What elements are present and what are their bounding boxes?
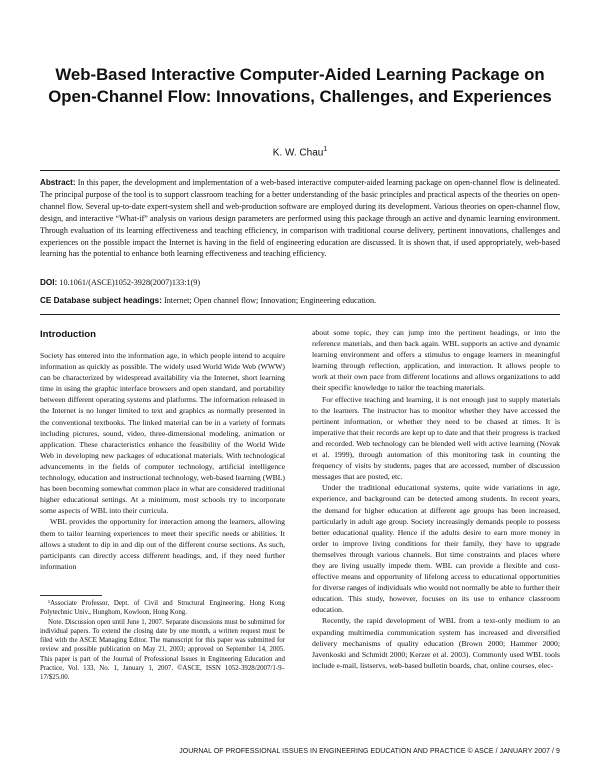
footnote-affiliation: ¹Associate Professor, Dept. of Civil and Structural Engineering, Hong Kong Polytechnic Univ., Hunghom, Kowloon, Hong Kong. <box>40 600 285 617</box>
bottom-rule <box>40 314 560 315</box>
paragraph: Under the traditional educational systems, quite wide variations in age, experience, and background can be detected among students. In recent years, the demand for higher education at different age groups has been increased, particularly in adult age group. Society increasingly demands people to possess better educational quality. Hence if the adults desire to earn more money in order to improve living conditions for their family, they have to upgrade themselves through various channels. But time constraints and places where they are living usually impede them. WBL can provide a flexible and cost-effective means and opportunity of lifelong access to educational opportunities for diverse ranges of individuals who would not normally be able to further their education. This study, however, focuses on its use to enhance classroom education. <box>312 483 560 615</box>
abstract-label: Abstract: <box>40 178 76 187</box>
paragraph: about some topic, they can jump into the pertinent headings, or into the reference materials, and then back again. WBL supports an active and dynamic learning environment and offers a stimulus to engage learners in meaningful learning through reflection, application, and interaction. It allows people to work at their own pace from different locations and allows organizations to add their specific knowledge to tailor the teaching materials. <box>312 328 560 393</box>
footnote-note: Note. Discussion open until June 1, 2007. Separate discussions must be submitted for individual papers. To extend the closing date by one month, a written request must be filed with the ASCE Managing Editor. The manuscript for this paper was submitted for review and possible publication on May 21, 2003; approved on September 14, 2005. This paper is part of the Journal of Professional Issues in Engineering Education and Practice, Vol. 133, No. 1, January 1, 2007. ©ASCE, ISSN 1052-3928/2007/1-9–17/$25.00. <box>40 618 285 682</box>
subject-value: Internet; Open channel flow; Innovation; Engineering education. <box>163 296 377 305</box>
abstract-block <box>40 177 560 260</box>
author-line <box>0 146 600 158</box>
paper-title: Web-Based Interactive Computer-Aided Learning Package on Open-Channel Flow: Innovations, Challenges, and Experiences <box>48 65 552 106</box>
author-footnote-mark[interactable]: 1 <box>323 146 328 153</box>
footnote-rule <box>40 595 102 596</box>
footnotes <box>40 599 285 683</box>
subject-headings-line <box>40 296 560 305</box>
paragraph: Recently, the rapid development of WBL from a text-only medium to an expanding multimedia communication system has increased and diversified delivery mechanisms of quality education (Brown 2000; Hammer 2000; Javenkoski and Schmidt 2000; Kerzer et al. 2003). Commonly used WBL tools include e-mail, listservs, web-based bulletin boards, chat, online courses, elec- <box>312 616 560 670</box>
right-column <box>312 327 560 671</box>
doi-label: DOI: <box>40 278 58 287</box>
abstract-text: In this paper, the development and implementation of a web-based interactive computer-aided learning package on open-channel flow is delineated. The principal purpose of the tool is to support classroom teaching for a better understanding of the basic principles and practical aspects of the theories on open-channel flow. Several up-to-date expert-system shell and web-production software are employed during its development. Various theories on open-channel flow, design, and interactive “What-if” analysis on various design parameters are performed using this package through an active and dynamic learning environment. Through evaluation of its learning effectiveness and teaching efficiency, in comparison with traditional course delivery, pertinent innovations, challenges and experiences on the possible impact the Internet is having in the field of engineering education are discussed. It is shown that, if used appropriately, web-based learning has the potential to enhance both learning effectiveness and teaching efficiency. <box>40 178 560 259</box>
left-column <box>40 350 285 572</box>
paragraph: For effective teaching and learning, it is not enough just to supply materials to the learners. The instructor has to monitor whether they have accessed the pertinent information, or whether they need to be chased at times. It is imperative that their records are kept up to date and that their progress is tracked and recorded. Web technology can be blended well with active learning (Novak et al. 1999), through automation of this monitoring task in counting the frequency of visits by students, pages that are accessed, number of discussion messages that are posted, etc. <box>312 394 560 482</box>
paragraph: Society has entered into the information age, in which people intend to acquire information as quickly as possible. The widely used World Wide Web (WWW) can be characterized by widespread availability via the Internet, short learning time in using the graphic interface browsers and open standard, and portability between different operating systems and platforms. The information released in the Internet is no longer limited to text and graphics as normally presented in the conventional textbooks. The linked material can be in a variety of formats including pictures, sound, video, three-dimensional modeling, animation or application. These characteristics enhance the feasibility of the World Wide Web in developing new packages of educational materials. With technological advancements in the fields of computer technology, artificial intelligence technology, education and instructional technology, web-based learning (WBL) has been becoming somewhat common place in what are considered traditional higher educational settings. At a minimum, most schools try to incorporate some aspects of WBL into their curricula. <box>40 351 285 516</box>
doi-value[interactable]: 10.1061/(ASCE)1052-3928(2007)133:1(9) <box>59 278 201 287</box>
subject-label: CE Database subject headings: <box>40 296 162 305</box>
paragraph: WBL provides the opportunity for interaction among the learners, allowing them to tailor learning experiences to meet their specific needs or abilities. It allows a student to dip in and dip out of the different course sections. As such, participants can directly access different headings, and, if they need further information <box>40 517 285 571</box>
section-heading: Introduction <box>40 329 96 340</box>
doi-line <box>40 278 560 287</box>
running-footer: JOURNAL OF PROFESSIONAL ISSUES IN ENGINEERING EDUCATION AND PRACTICE © ASCE / JANUARY 2007 / 9 <box>179 748 560 755</box>
top-rule <box>40 170 560 171</box>
author-name: K. W. Chau <box>272 147 324 159</box>
